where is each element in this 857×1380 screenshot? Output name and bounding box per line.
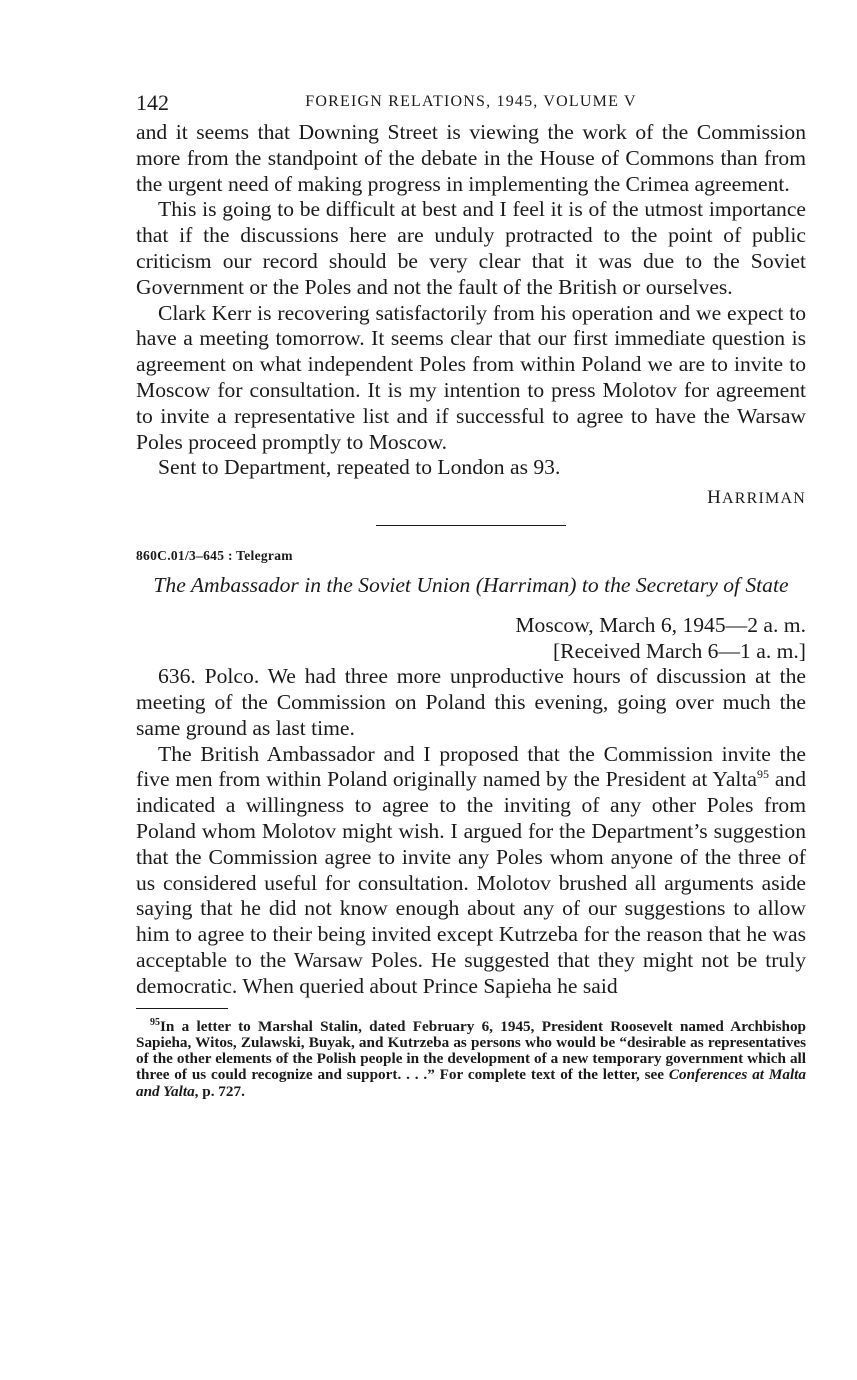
footnote-rule — [136, 1008, 228, 1009]
footnote-mark: 95 — [150, 1016, 160, 1028]
signature-initial: H — [707, 487, 723, 509]
document-title: The Ambassador in the Soviet Union (Harriman) to the Secretary of State — [153, 573, 789, 598]
telegram-body — [136, 664, 806, 999]
footnote-text: In a letter to Marshal Stalin, dated February 6, 1945, President Roosevelt named Archbishop Sapieha, Witos, Zulawski, Buyak, and Kutrzeba as persons who would be “desirable as representatives of the other elements of the Polish people in the development of a new temporary government which all three of us could recognize and support. . . .” For complete text of the letter, see — [136, 1017, 806, 1084]
dateline — [136, 612, 806, 664]
paragraph — [136, 742, 806, 1000]
section-divider — [376, 525, 566, 526]
paragraph: and it seems that Downing Street is viewing the work of the Commission more from the standpoint of the debate in the House of Commons than from the urgent need of making progress in implementing the Crimea agreement. — [136, 120, 806, 196]
continuation-section — [136, 120, 806, 481]
page-header — [136, 88, 806, 120]
footnote-page: , p. 727. — [194, 1082, 245, 1100]
dateline-sent: Moscow, March 6, 1945—2 a. m. — [515, 613, 806, 638]
paragraph: This is going to be difficult at best and I feel it is of the utmost importance that if the discussions here are unduly protracted to the point of public criticism our record should be very clear that it was due to the Soviet Government or the Poles and not the fault of the British or ourselves. — [136, 197, 806, 299]
footnote-reference: 95 — [757, 767, 770, 782]
paragraph: 636. Polco. We had three more unproductive hours of discussion at the meeting of the Commission on Poland this evening, going over much the same ground as last time. — [136, 664, 806, 740]
document-page — [136, 88, 806, 1100]
dateline-received: [Received March 6—1 a. m.] — [552, 639, 806, 664]
paragraph: Clark Kerr is recovering satisfactorily from his operation and we expect to have a meeting tomorrow. It seems clear that our first immediate question is agreement on what independent Poles from within Poland we are to invite to Moscow for consultation. It is my intention to press Molotov for agreement to invite a representative list and if successful to agree to have the Warsaw Poles proceed promptly to Moscow. — [136, 300, 806, 454]
paragraph: Sent to Department, repeated to London as 93. — [158, 455, 561, 480]
footnote-citation: Conferences at Malta and Yalta — [136, 1066, 806, 1100]
paragraph-text: The British Ambassador and I proposed that the Commission invite the five men from within Poland originally named by the President at Yalta — [136, 741, 806, 792]
file-reference: 860C.01/3–645 : Telegram — [136, 548, 293, 564]
running-title: FOREIGN RELATIONS, 1945, VOLUME V — [305, 93, 637, 110]
signature-rest: ARRIMAN — [722, 490, 806, 508]
signature — [136, 487, 806, 509]
footnote — [136, 1016, 806, 1100]
page-number: 142 — [136, 90, 169, 115]
paragraph-text: and indicated a willingness to agree to the inviting of any other Poles from Poland whom Molotov might wish. I argued for the Department’s suggestion that the Commission agree to invite any Poles whom anyone of the three of us considered useful for consultation. Molotov brushed all arguments aside saying that he did not know enough about any of our suggestions to allow him to agree to their being invited except Kutrzeba for the reason that he was acceptable to the Warsaw Poles. He suggested that they might not be truly democratic. When queried about Prince Sapieha he said — [136, 767, 806, 998]
